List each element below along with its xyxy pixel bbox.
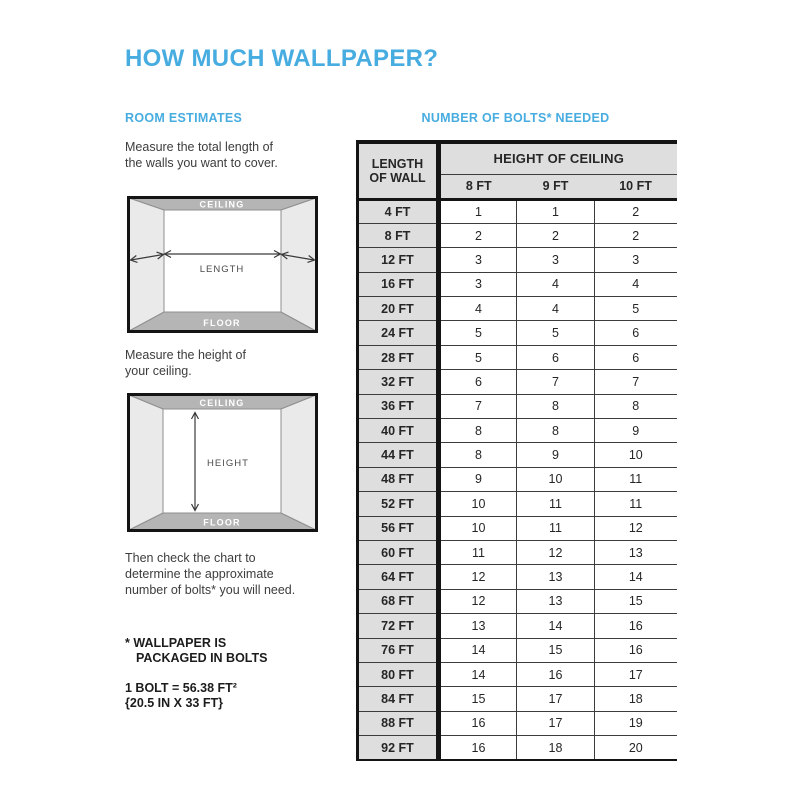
wall-length-cell: 12 FT xyxy=(358,248,439,272)
bolt-count-cell: 10 xyxy=(595,443,677,467)
table-row xyxy=(358,711,677,735)
bolt-count-cell: 7 xyxy=(595,370,677,394)
bolt-count-cell: 9 xyxy=(439,467,517,491)
col-header-8ft: 8 FT xyxy=(439,174,517,199)
bolt-size-info xyxy=(125,681,237,710)
wall-length-cell: 60 FT xyxy=(358,540,439,564)
bolt-count-cell: 6 xyxy=(595,345,677,369)
wall-length-cell: 48 FT xyxy=(358,467,439,491)
bolt-count-cell: 18 xyxy=(517,736,595,760)
bolt-count-cell: 4 xyxy=(517,272,595,296)
left-wall-panel xyxy=(129,395,163,530)
room-height-diagram xyxy=(127,393,318,532)
bolt-count-cell: 9 xyxy=(517,443,595,467)
bolt-count-cell: 6 xyxy=(439,370,517,394)
wall-length-cell: 44 FT xyxy=(358,443,439,467)
bolt-count-cell: 2 xyxy=(595,223,677,247)
bolts-needed-table xyxy=(356,140,677,761)
wall-length-cell: 88 FT xyxy=(358,711,439,735)
bolt-count-cell: 12 xyxy=(439,589,517,613)
wall-length-cell: 24 FT xyxy=(358,321,439,345)
col-header-9ft: 9 FT xyxy=(517,174,595,199)
bolt-count-cell: 10 xyxy=(439,492,517,516)
instruction-line: Then check the chart to xyxy=(125,551,256,565)
wall-length-cell: 68 FT xyxy=(358,589,439,613)
wallpaper-bolts-footnote xyxy=(125,636,267,665)
bolt-count-cell: 11 xyxy=(595,467,677,491)
table-row xyxy=(358,199,677,223)
bolt-count-cell: 6 xyxy=(517,345,595,369)
bolt-count-cell: 8 xyxy=(517,419,595,443)
wall-length-cell: 8 FT xyxy=(358,223,439,247)
col-header-10ft: 10 FT xyxy=(595,174,677,199)
instruction-line: Measure the height of xyxy=(125,348,246,362)
bolt-count-cell: 16 xyxy=(517,662,595,686)
wall-length-cell: 36 FT xyxy=(358,394,439,418)
table-row xyxy=(358,223,677,247)
bolt-count-cell: 16 xyxy=(439,736,517,760)
bolt-count-cell: 8 xyxy=(439,419,517,443)
bolt-count-cell: 2 xyxy=(439,223,517,247)
table-row xyxy=(358,297,677,321)
wall-length-cell: 80 FT xyxy=(358,662,439,686)
back-wall-panel xyxy=(164,210,281,312)
bolt-count-cell: 5 xyxy=(439,321,517,345)
measure-height-instruction xyxy=(125,347,246,379)
wall-length-cell: 52 FT xyxy=(358,492,439,516)
bolt-count-cell: 5 xyxy=(517,321,595,345)
bolt-count-cell: 14 xyxy=(439,662,517,686)
bolt-count-cell: 11 xyxy=(517,492,595,516)
bolt-count-cell: 17 xyxy=(517,711,595,735)
bolt-count-cell: 16 xyxy=(439,711,517,735)
bolt-count-cell: 19 xyxy=(595,711,677,735)
bolt-count-cell: 8 xyxy=(517,394,595,418)
bolt-size-line: 1 BOLT = 56.38 FT² xyxy=(125,681,237,695)
length-of-wall-header xyxy=(358,142,439,199)
instruction-line: number of bolts* you will need. xyxy=(125,583,296,597)
bolts-table-body xyxy=(358,199,677,760)
instruction-line: Measure the total length of xyxy=(125,140,274,154)
height-of-ceiling-header: HEIGHT OF CEILING xyxy=(439,142,677,174)
table-row xyxy=(358,736,677,760)
bolt-count-cell: 5 xyxy=(439,345,517,369)
bolt-count-cell: 9 xyxy=(595,419,677,443)
bolt-count-cell: 1 xyxy=(517,199,595,223)
wall-length-cell: 76 FT xyxy=(358,638,439,662)
bolt-count-cell: 13 xyxy=(595,540,677,564)
table-row xyxy=(358,248,677,272)
table-row xyxy=(358,540,677,564)
bolt-count-cell: 15 xyxy=(517,638,595,662)
bolt-count-cell: 16 xyxy=(595,638,677,662)
bolt-count-cell: 17 xyxy=(595,662,677,686)
table-row xyxy=(358,614,677,638)
bolt-count-cell: 7 xyxy=(439,394,517,418)
bolt-count-cell: 10 xyxy=(439,516,517,540)
bolt-count-cell: 2 xyxy=(595,199,677,223)
table-group-header-row xyxy=(358,142,677,174)
table-row xyxy=(358,589,677,613)
room-length-diagram xyxy=(127,196,318,333)
header-line: OF WALL xyxy=(369,170,426,185)
height-dimension-label: HEIGHT xyxy=(207,458,249,469)
bolt-count-cell: 14 xyxy=(517,614,595,638)
bolt-count-cell: 11 xyxy=(517,516,595,540)
table-row xyxy=(358,345,677,369)
table-row xyxy=(358,662,677,686)
bolt-count-cell: 2 xyxy=(517,223,595,247)
page-title: HOW MUCH WALLPAPER? xyxy=(125,45,439,73)
bolt-count-cell: 13 xyxy=(517,589,595,613)
wall-length-cell: 40 FT xyxy=(358,419,439,443)
wall-length-cell: 56 FT xyxy=(358,516,439,540)
bolt-count-cell: 20 xyxy=(595,736,677,760)
ceiling-label: CEILING xyxy=(199,398,245,408)
bolt-count-cell: 3 xyxy=(439,272,517,296)
bolt-count-cell: 13 xyxy=(439,614,517,638)
right-wall-panel xyxy=(281,198,316,331)
table-row xyxy=(358,394,677,418)
wall-length-cell: 64 FT xyxy=(358,565,439,589)
check-chart-instruction xyxy=(125,550,295,598)
bolt-count-cell: 12 xyxy=(595,516,677,540)
wall-length-cell: 84 FT xyxy=(358,687,439,711)
right-wall-panel xyxy=(281,395,316,530)
bolt-count-cell: 11 xyxy=(595,492,677,516)
table-row xyxy=(358,370,677,394)
instruction-line: determine the approximate xyxy=(125,567,274,581)
footnote-line: PACKAGED IN BOLTS xyxy=(136,650,268,665)
bolt-count-cell: 17 xyxy=(517,687,595,711)
bolt-count-cell: 3 xyxy=(595,248,677,272)
table-row xyxy=(358,419,677,443)
left-wall-panel xyxy=(129,198,164,331)
room-estimates-heading: ROOM ESTIMATES xyxy=(125,111,243,125)
wall-length-cell: 16 FT xyxy=(358,272,439,296)
table-row xyxy=(358,443,677,467)
bolt-count-cell: 3 xyxy=(517,248,595,272)
table-row xyxy=(358,687,677,711)
wall-length-cell: 92 FT xyxy=(358,736,439,760)
bolt-count-cell: 7 xyxy=(517,370,595,394)
bolt-count-cell: 12 xyxy=(439,565,517,589)
bolt-count-cell: 8 xyxy=(595,394,677,418)
table-row xyxy=(358,492,677,516)
bolt-count-cell: 4 xyxy=(595,272,677,296)
bolt-count-cell: 14 xyxy=(439,638,517,662)
table-row xyxy=(358,272,677,296)
bolt-count-cell: 15 xyxy=(439,687,517,711)
bolt-count-cell: 3 xyxy=(439,248,517,272)
wall-length-cell: 20 FT xyxy=(358,297,439,321)
table-row xyxy=(358,638,677,662)
floor-label: FLOOR xyxy=(203,517,241,528)
bolt-count-cell: 8 xyxy=(439,443,517,467)
bolt-count-cell: 1 xyxy=(439,199,517,223)
bolt-count-cell: 10 xyxy=(517,467,595,491)
wall-length-cell: 28 FT xyxy=(358,345,439,369)
bolt-count-cell: 5 xyxy=(595,297,677,321)
floor-label: FLOOR xyxy=(203,318,241,328)
measure-length-instruction xyxy=(125,139,278,171)
footnote-line: * WALLPAPER IS xyxy=(125,636,227,650)
bolt-count-cell: 15 xyxy=(595,589,677,613)
wall-length-cell: 32 FT xyxy=(358,370,439,394)
instruction-line: the walls you want to cover. xyxy=(125,156,278,170)
instruction-line: your ceiling. xyxy=(125,364,192,378)
bolt-count-cell: 16 xyxy=(595,614,677,638)
bolt-count-cell: 13 xyxy=(517,565,595,589)
bolt-count-cell: 11 xyxy=(439,540,517,564)
ceiling-label: CEILING xyxy=(199,199,245,210)
bolt-count-cell: 4 xyxy=(439,297,517,321)
wall-length-cell: 72 FT xyxy=(358,614,439,638)
table-row xyxy=(358,565,677,589)
bolt-count-cell: 6 xyxy=(595,321,677,345)
wall-length-cell: 4 FT xyxy=(358,199,439,223)
bolt-count-cell: 12 xyxy=(517,540,595,564)
table-row xyxy=(358,321,677,345)
bolt-count-cell: 14 xyxy=(595,565,677,589)
bolt-count-cell: 18 xyxy=(595,687,677,711)
table-row xyxy=(358,467,677,491)
bolt-size-line: {20.5 IN X 33 FT} xyxy=(125,695,223,710)
bolt-count-cell: 4 xyxy=(517,297,595,321)
length-dimension-label: LENGTH xyxy=(199,264,245,275)
header-line: LENGTH xyxy=(371,156,424,171)
bolts-needed-heading: NUMBER OF BOLTS* NEEDED xyxy=(421,111,610,125)
table-row xyxy=(358,516,677,540)
